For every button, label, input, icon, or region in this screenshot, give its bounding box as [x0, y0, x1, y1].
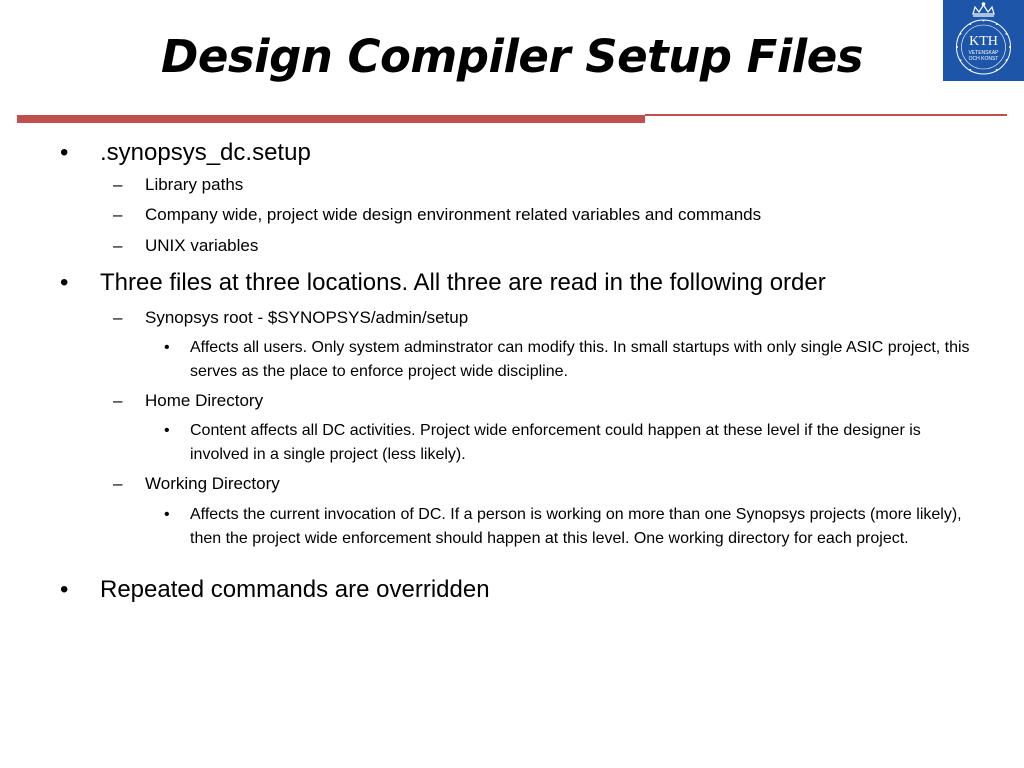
dash-marker: – — [113, 308, 123, 327]
bullet-marker: • — [164, 506, 170, 523]
sub-sub-bullet-item — [164, 336, 970, 383]
sub-bullet-item — [113, 234, 995, 258]
sub-bullet-item — [113, 389, 995, 413]
bullet-marker: • — [164, 339, 170, 356]
sub-bullet-text: Company wide, project wide design environment related variables and commands — [145, 205, 762, 224]
bullet-marker: • — [60, 139, 69, 166]
sub-bullet-item — [113, 173, 995, 197]
sub-sub-bullet-text: Affects all users. Only system adminstrator can modify this. In small startups with only single ASIC project, this serves as the place to enforce project wide discipline. — [190, 339, 970, 380]
logo-subtext-2: OCH KONST — [968, 56, 999, 62]
dash-marker: – — [113, 205, 123, 224]
bullet-text: .synopsys_dc.setup — [100, 139, 311, 166]
dash-marker: – — [113, 236, 123, 255]
logo-subtext-1: VETENSKAP — [968, 50, 999, 56]
bullet-marker: • — [60, 576, 69, 603]
sub-sub-bullet-text: Affects the current invocation of DC. If a person is working on more than one Synopsys projects (more likely), then the project wide enforcement should happen at this level. One working directory for each project. — [190, 506, 962, 547]
bullet-marker: • — [164, 422, 170, 439]
bullet-marker: • — [60, 269, 69, 296]
sub-bullet-text: Synopsys root - $SYNOPSYS/admin/setup — [145, 308, 469, 327]
sub-bullet-item — [113, 472, 995, 496]
sub-sub-bullet-item — [164, 419, 970, 466]
sub-bullet-text: Library paths — [145, 175, 244, 194]
bullet-text: Repeated commands are overridden — [100, 576, 490, 603]
sub-bullet-text: Home Directory — [145, 391, 264, 410]
sub-bullet-text: UNIX variables — [145, 236, 259, 255]
bullet-text: Three files at three locations. All three are read in the following order — [100, 269, 826, 296]
slide-title: Design Compiler Setup Files — [160, 30, 864, 83]
sub-bullet-text: Working Directory — [145, 474, 280, 493]
bullet-item — [60, 268, 1000, 298]
bullet-item — [60, 575, 1000, 605]
sub-sub-bullet-item — [164, 503, 970, 550]
logo-text: KTH — [969, 34, 998, 49]
sub-sub-bullet-text: Content affects all DC activities. Project wide enforcement could happen at these level if the designer is involved in a single project (less likely). — [190, 422, 921, 463]
dash-marker: – — [113, 175, 123, 194]
dash-marker: – — [113, 391, 123, 410]
sub-bullet-item — [113, 306, 995, 330]
bullet-item — [60, 138, 1000, 168]
dash-marker: – — [113, 474, 123, 493]
sub-bullet-item — [113, 203, 995, 227]
